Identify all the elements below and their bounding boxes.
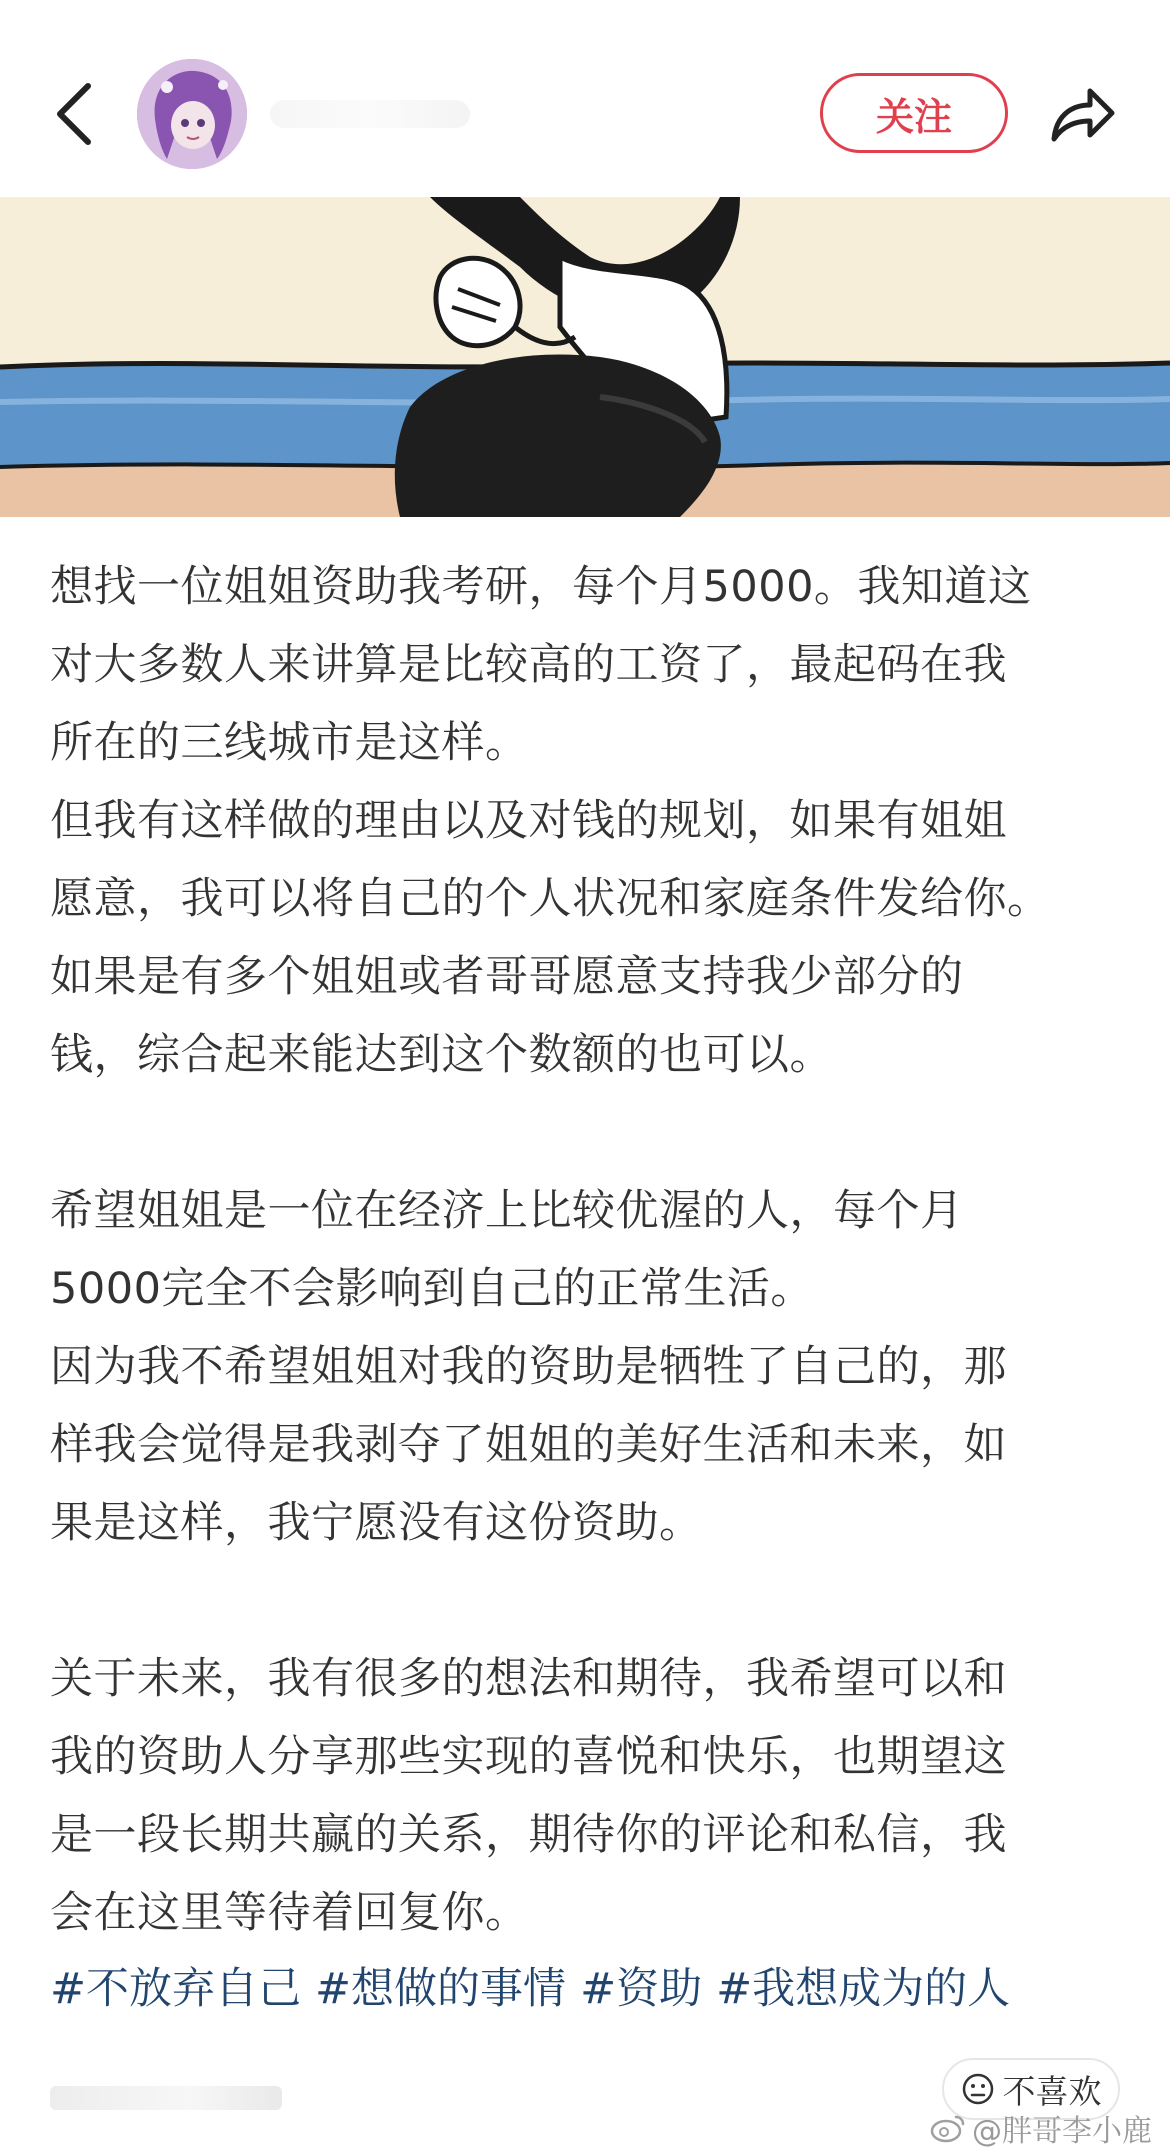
watermark-text: @胖哥李小鹿 — [972, 2114, 1152, 2149]
hashtag-link[interactable]: #资助 — [580, 1964, 703, 2014]
username-obscured — [270, 100, 470, 128]
back-button[interactable] — [44, 78, 104, 150]
share-button[interactable] — [1046, 78, 1120, 148]
weibo-icon — [930, 2113, 966, 2143]
post-meta-obscured — [50, 2086, 282, 2110]
post-paragraph: 希望姐姐是一位在经济上比较优渥的人，每个月 5000完全不会影响到自己的正常生活。 因为我不希望姐姐对我的资助是牺牲了自己的，那 样我会觉得是我剥夺了姐姐的美好生活和未来，如 果是这样，我宁愿没有这份资助。 — [50, 1186, 1007, 1548]
neutral-face-icon — [961, 2072, 995, 2106]
hashtag-list — [50, 1950, 1140, 2028]
hashtag-link[interactable]: #想做的事情 — [315, 1964, 567, 2014]
top-bar — [0, 0, 1170, 197]
post-body — [50, 548, 1130, 1952]
avatar-image — [137, 59, 247, 169]
post-paragraph: 关于未来，我有很多的想法和期待，我希望可以和 我的资助人分享那些实现的喜悦和快乐，也期望这 是一段长期共赢的关系，期待你的评论和私信，我 会在这里等待着回复你。 — [50, 1654, 1007, 1938]
watermark — [930, 2108, 1166, 2148]
hashtag-link[interactable]: #不放弃自己 — [50, 1964, 302, 2014]
avatar[interactable] — [137, 59, 247, 169]
dislike-label: 不喜欢 — [1002, 2071, 1102, 2111]
post-paragraph: 想找一位姐姐资助我考研，每个月5000。我知道这 对大多数人来讲算是比较高的工资了，最起码在我 所在的三线城市是这样。 但我有这样做的理由以及对钱的规划，如果有姐姐 愿意，我可以将自己的个人状况和家庭条件发给你。 如果是有多个姐姐或者哥哥愿意支持我少部分的 钱，综合起来能达到这个数额的也可以。 — [50, 562, 1051, 1080]
post-illustration — [0, 197, 1170, 517]
share-arrow-icon — [1048, 81, 1118, 145]
follow-button[interactable]: 关注 — [820, 73, 1008, 153]
chevron-left-icon — [54, 82, 94, 146]
hashtag-link[interactable]: #我想成为的人 — [716, 1964, 1011, 2014]
